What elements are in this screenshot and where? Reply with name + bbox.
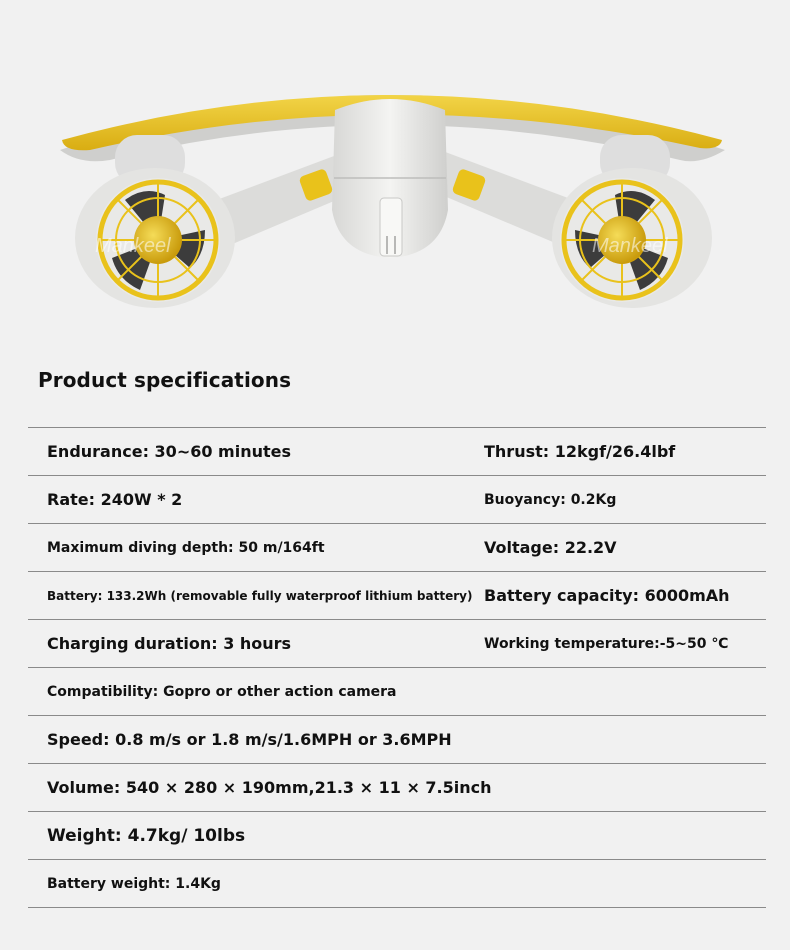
watermark-left: Mankeel xyxy=(95,235,171,257)
spec-speed: Speed: 0.8 m/s or 1.8 m/s/1.6MPH or 3.6MPH xyxy=(47,730,452,749)
spec-max-depth: Maximum diving depth: 50 m/164ft xyxy=(47,540,325,556)
spec-weight: Weight: 4.7kg/ 10lbs xyxy=(47,826,246,846)
spec-table xyxy=(28,427,766,908)
table-row xyxy=(28,668,766,716)
table-row xyxy=(28,476,766,524)
spec-endurance: Endurance: 30~60 minutes xyxy=(47,442,292,461)
table-row xyxy=(28,812,766,860)
spec-battery-capacity: Battery capacity: 6000mAh xyxy=(484,586,730,605)
spec-thrust: Thrust: 12kgf/26.4lbf xyxy=(484,442,676,461)
spec-working-temperature: Working temperature:-5~50 ℃ xyxy=(484,636,729,652)
spec-voltage: Voltage: 22.2V xyxy=(484,538,617,557)
spec-volume: Volume: 540 × 280 × 190mm,21.3 × 11 × 7.5inch xyxy=(47,778,492,797)
table-row xyxy=(28,764,766,812)
watermark-right: Mankeel xyxy=(592,235,668,257)
spec-buoyancy: Buoyancy: 0.2Kg xyxy=(484,492,617,508)
spec-battery: Battery: 133.2Wh (removable fully waterproof lithium battery) xyxy=(47,589,473,603)
table-row xyxy=(28,428,766,476)
table-row xyxy=(28,716,766,764)
spec-battery-weight: Battery weight: 1.4Kg xyxy=(47,876,221,892)
table-row xyxy=(28,572,766,620)
table-row xyxy=(28,860,766,908)
product-image xyxy=(0,0,790,340)
spec-charging-duration: Charging duration: 3 hours xyxy=(47,634,292,653)
table-row xyxy=(28,524,766,572)
page-title: Product specifications xyxy=(38,368,292,392)
spec-compatibility: Compatibility: Gopro or other action camera xyxy=(47,684,397,700)
table-row xyxy=(28,620,766,668)
spec-rate: Rate: 240W * 2 xyxy=(47,490,183,509)
